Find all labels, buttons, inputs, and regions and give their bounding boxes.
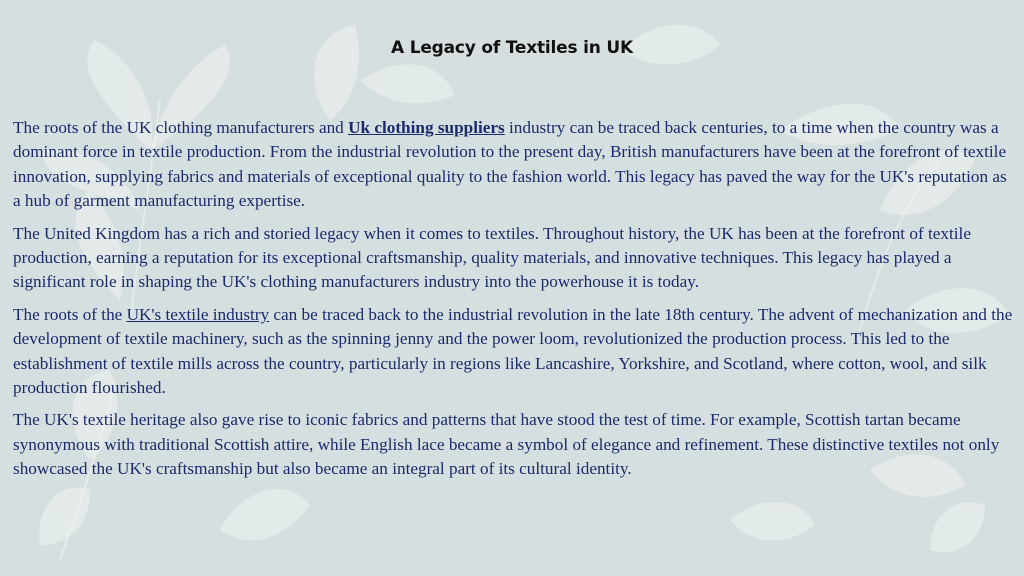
paragraph-4: The UK's textile heritage also gave rise to iconic fabrics and patterns that have stood the test of time. For example, Scottish tartan became synonymous with traditional Scottish attire, while English lace became a symbol of elegance and refinement. These distinctive textiles not only showcased the UK's craftsmanship but also became an integral part of its cultural identity. [13, 410, 1000, 479]
paragraph-1 [13, 116, 1013, 214]
paragraph-2: The United Kingdom has a rich and storied legacy when it comes to textiles. Throughout history, the UK has been at the forefront of textile production, earning a reputation for its exceptional craftsmanship, quality materials, and innovative techniques. This legacy has played a significant role in shaping the UK's clothing manufacturers industry into the powerhouse it is today. [13, 223, 971, 292]
paragraph-1-text-before: The roots of the UK clothing manufacturers and [13, 118, 349, 137]
paragraph-3-text-before: The roots of the [13, 304, 127, 324]
slide-title: A Legacy of Textiles in UK [391, 38, 633, 58]
uk-clothing-suppliers-link[interactable]: Uk clothing suppliers [348, 118, 505, 137]
slide-body [13, 116, 1013, 490]
paragraph-3 [13, 303, 1013, 401]
paragraph-3-text-after: can be traced back to the industrial revolution in the late 18th century. The advent of mechanization and the development of textile machinery, such as the spinning jenny and the power loom, revolutionized the production process. This led to the establishment of textile mills across the country, particularly in regions like Lancashire, Yorkshire, and Scotland, where cotton, wool, and silk production flourished. [13, 304, 1013, 398]
paragraph-1-text-after: industry can be traced back centuries, to a time when the country was a dominant force in textile production. From the industrial revolution to the present day, British manufacturers have been at the forefront of textile innovation, supplying fabrics and materials of exceptional quality to the fashion world. This legacy has paved the way for the UK's reputation as a hub of garment manufacturing expertise. [13, 118, 1007, 211]
uk-textile-industry-link[interactable]: UK's textile industry [126, 304, 270, 324]
